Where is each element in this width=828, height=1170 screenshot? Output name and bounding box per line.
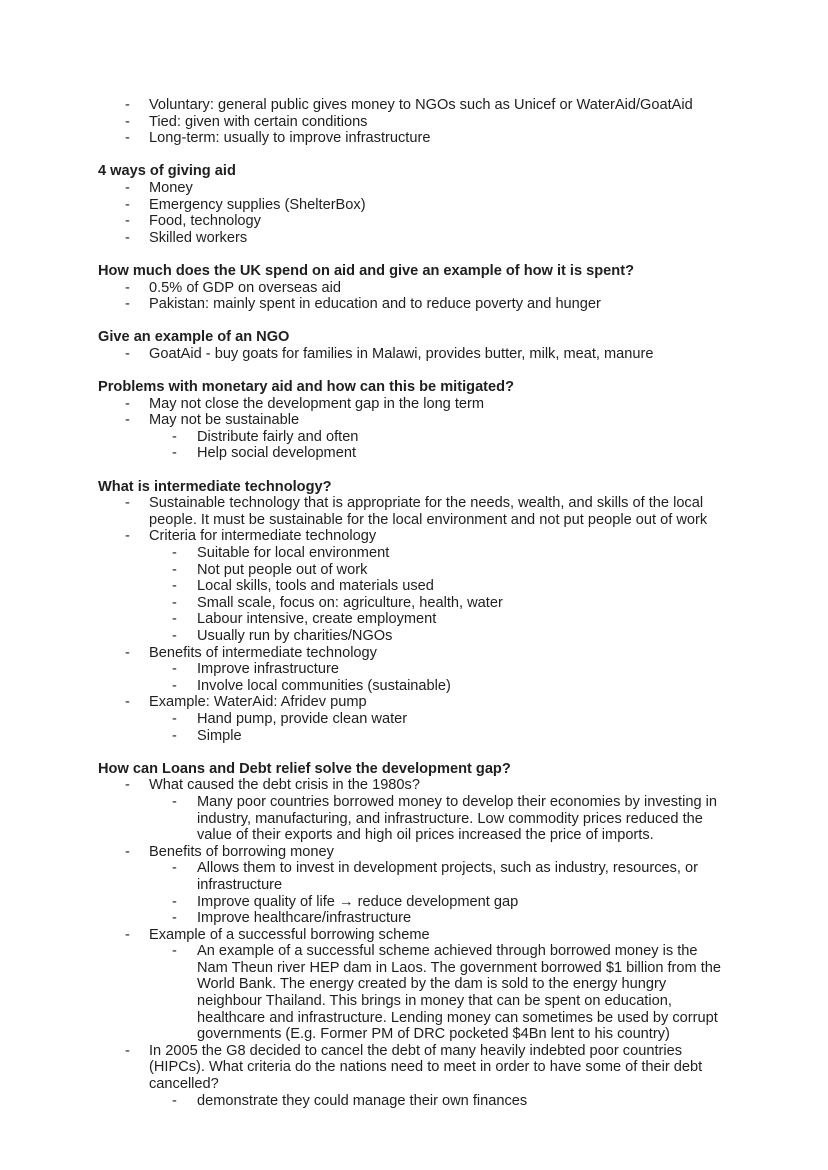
document-section [98,263,730,313]
bullet-text: Pakistan: mainly spent in education and to reduce poverty and hunger [149,296,601,313]
dash-bullet-icon: - [125,843,130,860]
bullet-list [149,661,730,694]
list-item [149,611,730,628]
bullet-text: Not put people out of work [197,561,368,578]
list-item [149,595,730,612]
list-item [98,296,730,313]
bullet-text: Benefits of borrowing money [149,843,334,860]
bullet-text: An example of a successful scheme achieved through borrowed money is the Nam Theun river HEP dam in Laos. The government borrowed $1 billion from the World Bank. The energy created by the dam is sold to the energy hungry neighbour Thailand. This brings in money that can be spent on education, healthcare and infrastructure. Lending money can sometimes be used by corrupt governments (E.g. Former PM of DRC pocketed $4Bn lent to his country) [197,943,722,1043]
list-item [98,197,730,214]
document-section [98,329,730,362]
dash-bullet-icon: - [125,495,130,512]
dash-bullet-icon: - [172,428,177,445]
dash-bullet-icon: - [172,545,177,562]
bullet-text: Long-term: usually to improve infrastructure [149,130,431,147]
list-item [98,777,730,843]
document-section [98,479,730,745]
dash-bullet-icon: - [172,727,177,744]
bullet-text: Money [149,179,193,196]
section-heading: What is intermediate technology? [98,478,332,495]
dash-bullet-icon: - [172,445,177,462]
bullet-text: Benefits of intermediate technology [149,644,377,661]
dash-bullet-icon: - [172,561,177,578]
dash-bullet-icon: - [125,528,130,545]
dash-bullet-icon: - [125,113,130,130]
bullet-list [98,495,730,744]
bullet-text: Help social development [197,445,356,462]
dash-bullet-icon: - [172,661,177,678]
bullet-list [149,711,730,744]
list-item [98,213,730,230]
list-item [149,545,730,562]
list-item [98,844,730,927]
list-item [149,429,730,446]
dash-bullet-icon: - [125,395,130,412]
dash-bullet-icon: - [172,594,177,611]
dash-bullet-icon: - [125,694,130,711]
dash-bullet-icon: - [172,1092,177,1109]
dash-bullet-icon: - [172,578,177,595]
bullet-list [149,1093,730,1110]
dash-bullet-icon: - [172,910,177,927]
list-item [98,1043,730,1109]
list-item [98,694,730,744]
dash-bullet-icon: - [125,412,130,429]
list-item [98,130,730,147]
section-heading: How can Loans and Debt relief solve the development gap? [98,760,511,777]
dash-bullet-icon: - [172,860,177,877]
section-heading: Problems with monetary aid and how can this be mitigated? [98,379,514,396]
list-item [98,927,730,1043]
list-item [149,894,730,911]
list-item [149,661,730,678]
bullet-text: Labour intensive, create employment [197,611,437,628]
bullet-text: Many poor countries borrowed money to develop their economies by investing in industry, manufacturing, and infrastructure. Low commodity prices reduced the value of their exports and high oil prices increased the price of imports. [197,793,717,844]
bullet-list [98,180,730,246]
bullet-text: Example: WaterAid: Afridev pump [149,694,367,711]
section-heading: 4 ways of giving aid [98,163,236,180]
list-item [149,445,730,462]
bullet-text: Skilled workers [149,229,248,246]
list-item [149,678,730,695]
dash-bullet-icon: - [172,710,177,727]
bullet-text: 0.5% of GDP on overseas aid [149,279,341,296]
document-section [98,379,730,462]
list-item [98,412,730,462]
bullet-text: Sustainable technology that is appropriate for the needs, wealth, and skills of the local people. It must be sustainable for the local environment and not put people out of work [149,495,708,528]
dash-bullet-icon: - [172,677,177,694]
bullet-list [98,97,730,147]
bullet-text: demonstrate they could manage their own finances [197,1092,528,1109]
list-item [149,860,730,893]
list-item [149,562,730,579]
bullet-text: Criteria for intermediate technology [149,528,377,545]
dash-bullet-icon: - [125,196,130,213]
dash-bullet-icon: - [125,213,130,230]
bullet-list [149,860,730,926]
bullet-text: Small scale, focus on: agriculture, health, water [197,594,503,611]
list-item [149,1093,730,1110]
bullet-text: Improve quality of life → reduce development gap [197,893,519,910]
list-item [98,180,730,197]
list-item [149,910,730,927]
document-section [98,97,730,147]
list-item [149,794,730,844]
bullet-list [98,777,730,1109]
list-item [98,396,730,413]
dash-bullet-icon: - [172,943,177,960]
section-heading: How much does the UK spend on aid and give an example of how it is spent? [98,262,634,279]
bullet-list [149,545,730,645]
dash-bullet-icon: - [125,1042,130,1059]
list-item [149,628,730,645]
list-item [149,728,730,745]
bullet-text: Usually run by charities/NGOs [197,628,393,644]
bullet-text: Involve local communities (sustainable) [197,677,451,694]
dash-bullet-icon: - [172,793,177,810]
bullet-text: Voluntary: general public gives money to NGOs such as Unicef or WaterAid/GoatAid [149,97,693,113]
list-item [98,346,730,363]
list-item [98,528,730,644]
dash-bullet-icon: - [125,179,130,196]
dash-bullet-icon: - [172,893,177,910]
bullet-text: Distribute fairly and often [197,428,359,445]
bullet-list [98,346,730,363]
bullet-text: Improve healthcare/infrastructure [197,910,412,927]
bullet-text: Local skills, tools and materials used [197,578,434,595]
bullet-list [149,429,730,462]
bullet-list [98,280,730,313]
document-content [98,97,730,1109]
list-item [98,495,730,528]
bullet-text: Food, technology [149,213,261,230]
bullet-list [149,943,730,1043]
dash-bullet-icon: - [125,130,130,147]
bullet-text: GoatAid - buy goats for families in Malawi, provides butter, milk, meat, manure [149,345,654,362]
list-item [98,280,730,297]
list-item [98,230,730,247]
document-section [98,163,730,246]
dash-bullet-icon: - [125,296,130,313]
list-item [149,711,730,728]
dash-bullet-icon: - [172,628,177,644]
bullet-text: Suitable for local environment [197,545,390,562]
list-item [98,97,730,114]
bullet-list [98,396,730,462]
bullet-text: In 2005 the G8 decided to cancel the debt of many heavily indebted poor countries (HIPCs). What criteria do the nations need to meet in order to have some of their debt cancelled? [149,1042,703,1093]
dash-bullet-icon: - [125,644,130,661]
section-heading: Give an example of an NGO [98,329,290,346]
bullet-text: Tied: given with certain conditions [149,113,368,130]
list-item [98,114,730,131]
bullet-text: May not be sustainable [149,412,300,429]
bullet-list [149,794,730,844]
bullet-text: What caused the debt crisis in the 1980s? [149,777,420,794]
list-item [149,943,730,1043]
dash-bullet-icon: - [125,279,130,296]
list-item [149,578,730,595]
bullet-text: Example of a successful borrowing scheme [149,926,430,943]
dash-bullet-icon: - [172,611,177,628]
bullet-text: Emergency supplies (ShelterBox) [149,196,366,213]
bullet-text: Hand pump, provide clean water [197,710,408,727]
list-item [98,645,730,695]
bullet-text: May not close the development gap in the long term [149,395,485,412]
dash-bullet-icon: - [125,777,130,794]
bullet-text: Allows them to invest in development projects, such as industry, resources, or infrastructure [197,860,699,893]
dash-bullet-icon: - [125,345,130,362]
dash-bullet-icon: - [125,97,130,113]
bullet-text: Improve infrastructure [197,661,339,678]
dash-bullet-icon: - [125,229,130,246]
bullet-text: Simple [197,727,242,744]
dash-bullet-icon: - [125,926,130,943]
document-section [98,761,730,1109]
